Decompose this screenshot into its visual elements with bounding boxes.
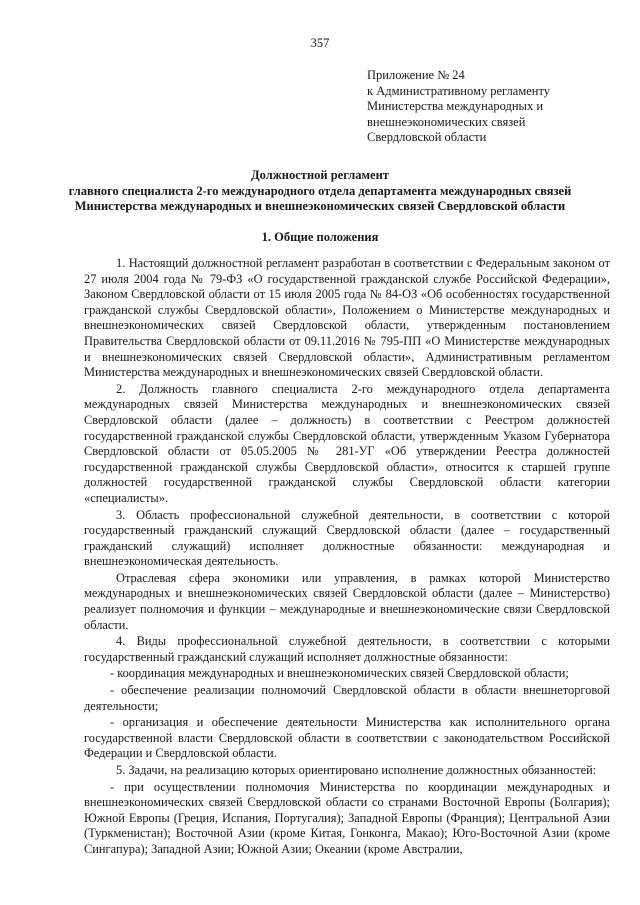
appendix-line: внешнеэкономических связей (367, 114, 526, 129)
title-line: Министерства международных и внешнеэкономических связей Свердловской области (74, 199, 566, 213)
list-item: - организация и обеспечение деятельности Министерства как исполнительного органа государственной власти Свердловской области в соответствии с законодательством Российской Федерации и Свердловской области. (84, 715, 610, 761)
paragraph: 2. Должность главного специалиста 2-го международного отдела департамента международных связей Министерства международных и внешнеэкономических связей Свердловской области (далее – должность) в соответствии с Реестром должностей государственной гражданской службы Свердловской области, утвержденным Указом Губернатора Свердловской области от 05.05.2005 № 281-УГ «Об утверждении Реестра должностей государственной гражданской службы Свердловской области», относится к старшей группе должностей государственной гражданской службы Свердловской области категории «специалисты». (84, 381, 610, 505)
appendix-block (367, 68, 617, 146)
appendix-line: Министерства международных и (367, 99, 544, 113)
page-number: 357 (310, 36, 330, 50)
paragraph: Отраслевая сфера экономики или управления, в рамках которой Министерство международных и внешнеэкономических связей Свердловской области (далее – Министерство) реализует полномочия и функции – международные и внешнеэкономические связи Свердловской области. (84, 570, 610, 632)
document-body (84, 256, 610, 859)
paragraph: 4. Виды профессиональной служебной деятельности, в соответствии с которыми государственный гражданский служащий исполняет должностные обязанности: (84, 634, 610, 664)
list-item: - координация международных и внешнеэкономических связей Свердловской области; (110, 666, 569, 681)
title-line: главного специалиста 2-го международного отдела департамента международных связей (68, 183, 572, 198)
appendix-line: Приложение № 24 (367, 68, 465, 82)
paragraph: 3. Область профессиональной служебной деятельности, в соответствии с которой государственный гражданский служащий Свердловской области (далее – государственный гражданский служащий) исполняет должностные обязанности: международная и внешнеэкономическая деятельность. (84, 507, 610, 569)
appendix-line: к Административному регламенту (367, 83, 551, 98)
paragraph: 1. Настоящий должностной регламент разработан в соответствии с Федеральным законом от 27 июля 2004 года № 79-ФЗ «О государственной гражданской службе Российской Федерации», Законом Свердловской области от 15 июля 2005 года № 84-ОЗ «Об особенностях государственной гражданской службы Свердловской области», Положением о Министерстве международных и внешнеэкономических связей Свердловской области, утвержденным постановлением Правительства Свердловской области от 09.11.2016 № 795-ПП «О Министерстве международных и внешнеэкономических связей Свердловской области», Административным регламентом Министерства международных и внешнеэкономических связей Свердловской области. (84, 256, 610, 380)
list-item: - обеспечение реализации полномочий Свердловской области в области внешнеторговой деятельности; (84, 683, 610, 713)
document-title (40, 168, 600, 215)
section-heading: 1. Общие положения (261, 230, 379, 244)
title-line: Должностной регламент (251, 168, 389, 182)
paragraph: 5. Задачи, на реализацию которых ориентировано исполнение должностных обязанностей: (116, 763, 597, 777)
list-item: - при осуществлении полномочия Министерства по координации международных и внешнеэкономических связей Свердловской области со странами Восточной Европы (Болгария); Южной Европы (Греция, Испания, Португалия); Западной Европы (Франция); Центральной Азии (Туркменистан); Восточной Азии (кроме Китая, Гонконга, Макао); Юго-Восточной Азии (кроме Сингапура); Западной Азии; Южной Азии; Океании (кроме Австралии, (84, 779, 610, 856)
appendix-line: Свердловской области (367, 130, 487, 144)
